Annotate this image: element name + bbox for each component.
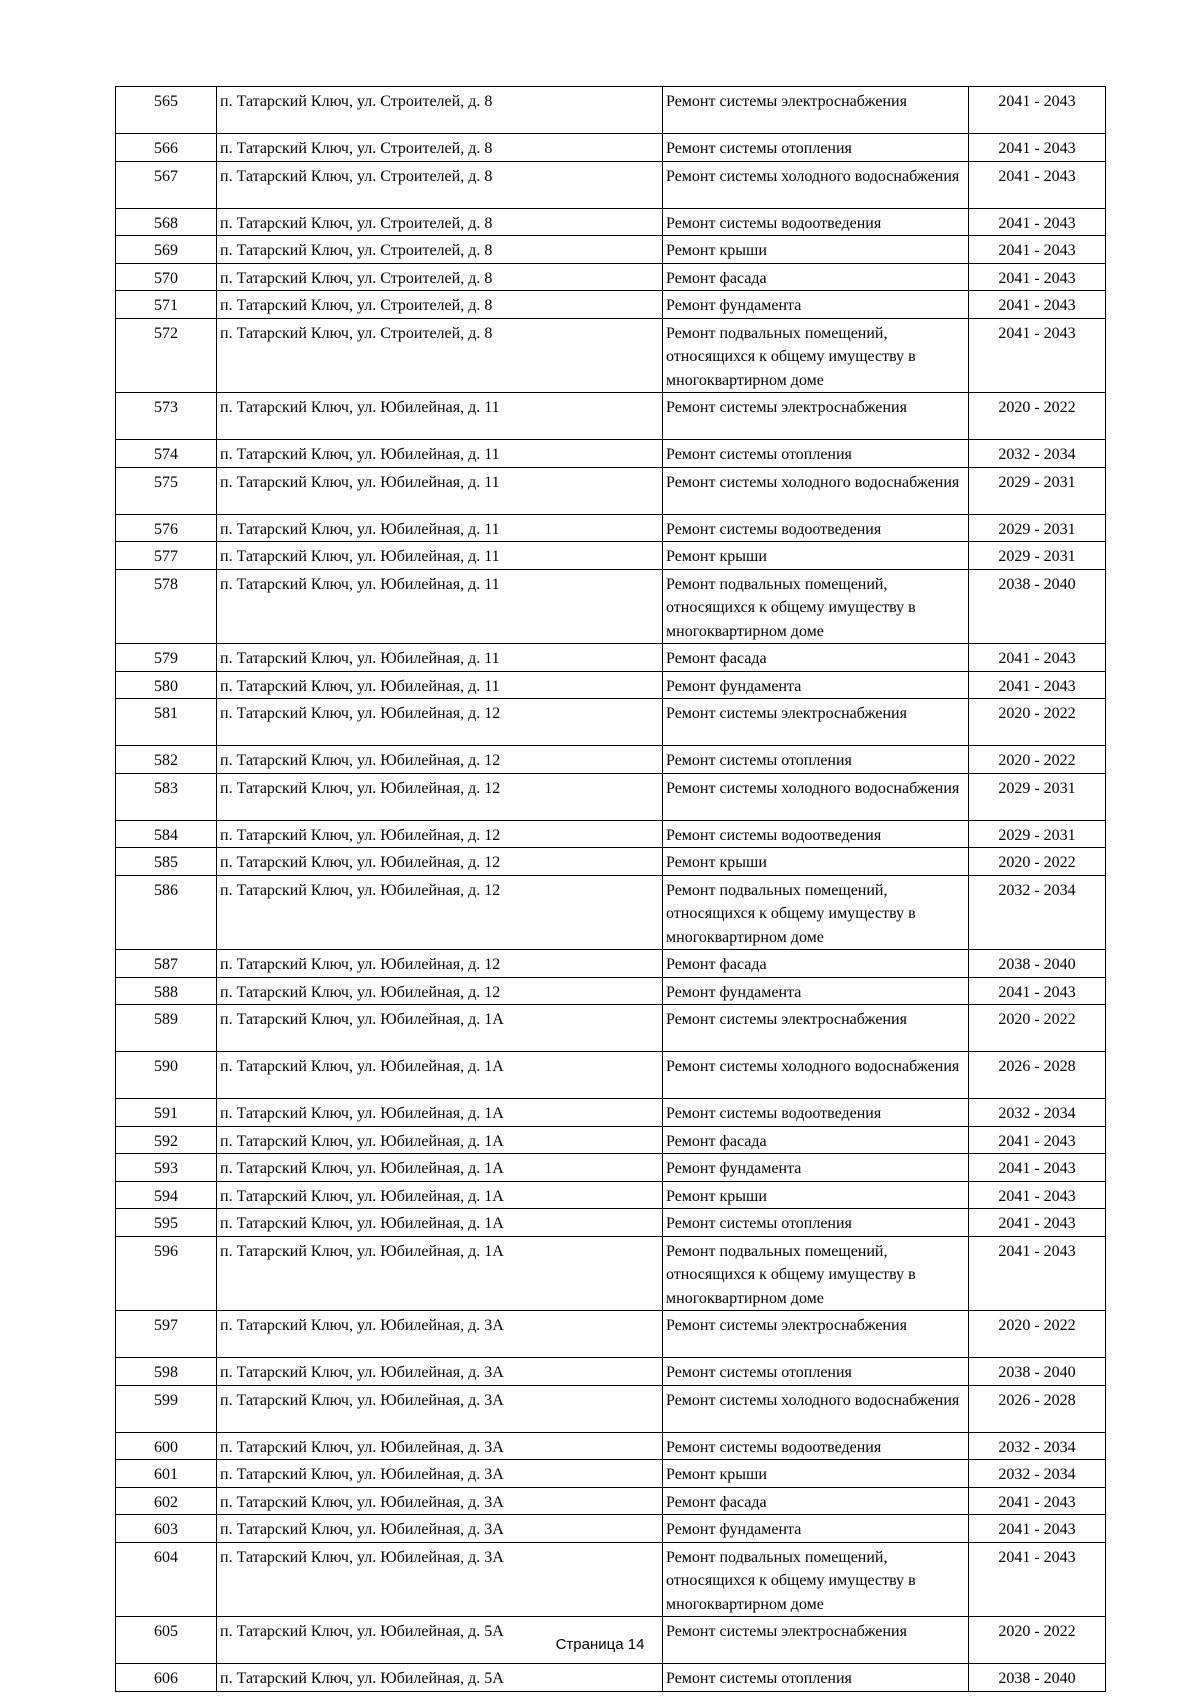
table-row [116, 671, 1106, 699]
table-row [116, 950, 1106, 978]
work-type-cell: Ремонт системы электроснабжения [663, 87, 969, 134]
row-number-cell: 590 [116, 1052, 217, 1099]
table-row [116, 1181, 1106, 1209]
address-cell: п. Татарский Ключ, ул. Юбилейная, д. 11 [217, 542, 663, 570]
work-type-cell: Ремонт системы отопления [663, 1209, 969, 1237]
work-type-cell: Ремонт системы водоотведения [663, 820, 969, 848]
address-cell: п. Татарский Ключ, ул. Юбилейная, д. 1А [217, 1126, 663, 1154]
address-cell: п. Татарский Ключ, ул. Строителей, д. 8 [217, 161, 663, 208]
row-number-cell: 605 [116, 1617, 217, 1664]
row-number-cell: 583 [116, 773, 217, 820]
row-number-cell: 588 [116, 977, 217, 1005]
work-type-cell: Ремонт системы отопления [663, 134, 969, 162]
period-cell: 2026 - 2028 [969, 1385, 1106, 1432]
address-cell: п. Татарский Ключ, ул. Строителей, д. 8 [217, 87, 663, 134]
row-number-cell: 577 [116, 542, 217, 570]
address-cell: п. Татарский Ключ, ул. Юбилейная, д. 11 [217, 671, 663, 699]
work-type-cell: Ремонт системы электроснабжения [663, 699, 969, 746]
row-number-cell: 579 [116, 644, 217, 672]
row-number-cell: 574 [116, 440, 217, 468]
work-type-cell: Ремонт подвальных помещений, относящихся к общему имуществу в многоквартирном доме [663, 1542, 969, 1617]
row-number-cell: 602 [116, 1487, 217, 1515]
period-cell: 2041 - 2043 [969, 1236, 1106, 1311]
row-number-cell: 565 [116, 87, 217, 134]
work-type-cell: Ремонт фасада [663, 1126, 969, 1154]
table-row [116, 1487, 1106, 1515]
address-cell: п. Татарский Ключ, ул. Юбилейная, д. 11 [217, 569, 663, 644]
address-cell: п. Татарский Ключ, ул. Строителей, д. 8 [217, 134, 663, 162]
address-cell: п. Татарский Ключ, ул. Строителей, д. 8 [217, 208, 663, 236]
period-cell: 2041 - 2043 [969, 1181, 1106, 1209]
row-number-cell: 569 [116, 236, 217, 264]
period-cell: 2041 - 2043 [969, 291, 1106, 319]
period-cell: 2020 - 2022 [969, 848, 1106, 876]
address-cell: п. Татарский Ключ, ул. Юбилейная, д. 12 [217, 773, 663, 820]
table-row [116, 1209, 1106, 1237]
row-number-cell: 598 [116, 1358, 217, 1386]
address-cell: п. Татарский Ключ, ул. Юбилейная, д. 1А [217, 1005, 663, 1052]
row-number-cell: 596 [116, 1236, 217, 1311]
work-type-cell: Ремонт системы водоотведения [663, 1432, 969, 1460]
address-cell: п. Татарский Ключ, ул. Юбилейная, д. 11 [217, 440, 663, 468]
work-type-cell: Ремонт системы отопления [663, 1664, 969, 1692]
period-cell: 2032 - 2034 [969, 1460, 1106, 1488]
row-number-cell: 599 [116, 1385, 217, 1432]
address-cell: п. Татарский Ключ, ул. Юбилейная, д. 5А [217, 1664, 663, 1692]
period-cell: 2041 - 2043 [969, 208, 1106, 236]
address-cell: п. Татарский Ключ, ул. Юбилейная, д. 1А [217, 1099, 663, 1127]
work-type-cell: Ремонт системы холодного водоснабжения [663, 467, 969, 514]
address-cell: п. Татарский Ключ, ул. Юбилейная, д. 11 [217, 514, 663, 542]
period-cell: 2032 - 2034 [969, 1099, 1106, 1127]
work-type-cell: Ремонт системы водоотведения [663, 208, 969, 236]
table-row [116, 87, 1106, 134]
row-number-cell: 593 [116, 1154, 217, 1182]
table-row [116, 773, 1106, 820]
period-cell: 2029 - 2031 [969, 467, 1106, 514]
period-cell: 2041 - 2043 [969, 1209, 1106, 1237]
work-type-cell: Ремонт фундамента [663, 1515, 969, 1543]
period-cell: 2020 - 2022 [969, 1311, 1106, 1358]
row-number-cell: 576 [116, 514, 217, 542]
row-number-cell: 601 [116, 1460, 217, 1488]
table-row [116, 514, 1106, 542]
table-row [116, 1460, 1106, 1488]
work-type-cell: Ремонт крыши [663, 1460, 969, 1488]
table-row [116, 848, 1106, 876]
table-row [116, 1099, 1106, 1127]
address-cell: п. Татарский Ключ, ул. Юбилейная, д. 11 [217, 644, 663, 672]
row-number-cell: 600 [116, 1432, 217, 1460]
table-row [116, 440, 1106, 468]
page-number: Страница 14 [555, 1636, 645, 1653]
address-cell: п. Татарский Ключ, ул. Юбилейная, д. 3А [217, 1460, 663, 1488]
table-row [116, 1358, 1106, 1386]
work-type-cell: Ремонт подвальных помещений, относящихся к общему имуществу в многоквартирном доме [663, 1236, 969, 1311]
row-number-cell: 589 [116, 1005, 217, 1052]
address-cell: п. Татарский Ключ, ул. Юбилейная, д. 11 [217, 393, 663, 440]
period-cell: 2041 - 2043 [969, 1126, 1106, 1154]
work-type-cell: Ремонт системы холодного водоснабжения [663, 1385, 969, 1432]
address-cell: п. Татарский Ключ, ул. Юбилейная, д. 3А [217, 1542, 663, 1617]
table-row [116, 161, 1106, 208]
row-number-cell: 585 [116, 848, 217, 876]
work-type-cell: Ремонт фасада [663, 263, 969, 291]
period-cell: 2032 - 2034 [969, 875, 1106, 950]
period-cell: 2020 - 2022 [969, 393, 1106, 440]
work-type-cell: Ремонт подвальных помещений, относящихся к общему имуществу в многоквартирном доме [663, 318, 969, 393]
work-type-cell: Ремонт крыши [663, 542, 969, 570]
period-cell: 2041 - 2043 [969, 644, 1106, 672]
work-type-cell: Ремонт системы водоотведения [663, 1099, 969, 1127]
work-type-cell: Ремонт системы отопления [663, 746, 969, 774]
work-type-cell: Ремонт фундамента [663, 1154, 969, 1182]
period-cell: 2041 - 2043 [969, 263, 1106, 291]
address-cell: п. Татарский Ключ, ул. Юбилейная, д. 3А [217, 1311, 663, 1358]
table-row [116, 977, 1106, 1005]
row-number-cell: 580 [116, 671, 217, 699]
address-cell: п. Татарский Ключ, ул. Строителей, д. 8 [217, 236, 663, 264]
period-cell: 2038 - 2040 [969, 950, 1106, 978]
period-cell: 2020 - 2022 [969, 1005, 1106, 1052]
work-type-cell: Ремонт системы отопления [663, 1358, 969, 1386]
row-number-cell: 594 [116, 1181, 217, 1209]
address-cell: п. Татарский Ключ, ул. Юбилейная, д. 1А [217, 1052, 663, 1099]
work-type-cell: Ремонт системы электроснабжения [663, 1617, 969, 1664]
row-number-cell: 597 [116, 1311, 217, 1358]
table-row [116, 393, 1106, 440]
work-type-cell: Ремонт подвальных помещений, относящихся к общему имуществу в многоквартирном доме [663, 875, 969, 950]
period-cell: 2041 - 2043 [969, 1542, 1106, 1617]
table-row [116, 1126, 1106, 1154]
address-cell: п. Татарский Ключ, ул. Юбилейная, д. 1А [217, 1181, 663, 1209]
table-row [116, 1542, 1106, 1617]
table-row [116, 208, 1106, 236]
work-type-cell: Ремонт фасада [663, 1487, 969, 1515]
address-cell: п. Татарский Ключ, ул. Юбилейная, д. 5А [217, 1617, 663, 1664]
address-cell: п. Татарский Ключ, ул. Юбилейная, д. 3А [217, 1358, 663, 1386]
address-cell: п. Татарский Ключ, ул. Юбилейная, д. 3А [217, 1515, 663, 1543]
address-cell: п. Татарский Ключ, ул. Юбилейная, д. 12 [217, 746, 663, 774]
period-cell: 2020 - 2022 [969, 746, 1106, 774]
work-type-cell: Ремонт крыши [663, 236, 969, 264]
table-row [116, 134, 1106, 162]
address-cell: п. Татарский Ключ, ул. Юбилейная, д. 11 [217, 467, 663, 514]
table-row [116, 263, 1106, 291]
table-row [116, 820, 1106, 848]
period-cell: 2038 - 2040 [969, 1358, 1106, 1386]
work-type-cell: Ремонт крыши [663, 848, 969, 876]
period-cell: 2041 - 2043 [969, 977, 1106, 1005]
address-cell: п. Татарский Ключ, ул. Юбилейная, д. 12 [217, 848, 663, 876]
row-number-cell: 570 [116, 263, 217, 291]
row-number-cell: 584 [116, 820, 217, 848]
table-row [116, 1005, 1106, 1052]
work-type-cell: Ремонт системы холодного водоснабжения [663, 773, 969, 820]
table-row [116, 1664, 1106, 1692]
row-number-cell: 591 [116, 1099, 217, 1127]
address-cell: п. Татарский Ключ, ул. Юбилейная, д. 1А [217, 1236, 663, 1311]
work-type-cell: Ремонт системы отопления [663, 440, 969, 468]
table-row [116, 467, 1106, 514]
row-number-cell: 581 [116, 699, 217, 746]
row-number-cell: 568 [116, 208, 217, 236]
address-cell: п. Татарский Ключ, ул. Юбилейная, д. 12 [217, 875, 663, 950]
row-number-cell: 595 [116, 1209, 217, 1237]
table-row [116, 1236, 1106, 1311]
work-type-cell: Ремонт системы электроснабжения [663, 1005, 969, 1052]
address-cell: п. Татарский Ключ, ул. Юбилейная, д. 12 [217, 950, 663, 978]
work-type-cell: Ремонт системы холодного водоснабжения [663, 161, 969, 208]
table-row [116, 875, 1106, 950]
row-number-cell: 572 [116, 318, 217, 393]
work-type-cell: Ремонт системы холодного водоснабжения [663, 1052, 969, 1099]
table-row [116, 746, 1106, 774]
address-cell: п. Татарский Ключ, ул. Юбилейная, д. 3А [217, 1487, 663, 1515]
work-type-cell: Ремонт фасада [663, 950, 969, 978]
address-cell: п. Татарский Ключ, ул. Юбилейная, д. 1А [217, 1154, 663, 1182]
work-type-cell: Ремонт системы электроснабжения [663, 1311, 969, 1358]
period-cell: 2020 - 2022 [969, 699, 1106, 746]
table-row [116, 1515, 1106, 1543]
work-type-cell: Ремонт системы водоотведения [663, 514, 969, 542]
table-row [116, 1311, 1106, 1358]
work-type-cell: Ремонт фундамента [663, 977, 969, 1005]
period-cell: 2041 - 2043 [969, 134, 1106, 162]
work-schedule-table [115, 86, 1106, 1692]
address-cell: п. Татарский Ключ, ул. Строителей, д. 8 [217, 291, 663, 319]
period-cell: 2032 - 2034 [969, 1432, 1106, 1460]
period-cell: 2020 - 2022 [969, 1617, 1106, 1664]
period-cell: 2029 - 2031 [969, 514, 1106, 542]
address-cell: п. Татарский Ключ, ул. Юбилейная, д. 12 [217, 820, 663, 848]
row-number-cell: 575 [116, 467, 217, 514]
row-number-cell: 587 [116, 950, 217, 978]
work-type-cell: Ремонт подвальных помещений, относящихся к общему имуществу в многоквартирном доме [663, 569, 969, 644]
table-row [116, 644, 1106, 672]
table-row [116, 1154, 1106, 1182]
address-cell: п. Татарский Ключ, ул. Юбилейная, д. 1А [217, 1209, 663, 1237]
row-number-cell: 604 [116, 1542, 217, 1617]
row-number-cell: 566 [116, 134, 217, 162]
row-number-cell: 578 [116, 569, 217, 644]
table-row [116, 318, 1106, 393]
table-row [116, 1052, 1106, 1099]
table-row [116, 1385, 1106, 1432]
address-cell: п. Татарский Ключ, ул. Строителей, д. 8 [217, 263, 663, 291]
work-type-cell: Ремонт системы электроснабжения [663, 393, 969, 440]
table-row [116, 236, 1106, 264]
address-cell: п. Татарский Ключ, ул. Строителей, д. 8 [217, 318, 663, 393]
period-cell: 2041 - 2043 [969, 1515, 1106, 1543]
row-number-cell: 586 [116, 875, 217, 950]
period-cell: 2038 - 2040 [969, 569, 1106, 644]
period-cell: 2041 - 2043 [969, 161, 1106, 208]
table-row [116, 699, 1106, 746]
period-cell: 2038 - 2040 [969, 1664, 1106, 1692]
address-cell: п. Татарский Ключ, ул. Юбилейная, д. 12 [217, 699, 663, 746]
work-type-cell: Ремонт фундамента [663, 671, 969, 699]
row-number-cell: 603 [116, 1515, 217, 1543]
row-number-cell: 567 [116, 161, 217, 208]
table-row [116, 1432, 1106, 1460]
address-cell: п. Татарский Ключ, ул. Юбилейная, д. 12 [217, 977, 663, 1005]
table-row [116, 569, 1106, 644]
period-cell: 2041 - 2043 [969, 318, 1106, 393]
period-cell: 2029 - 2031 [969, 773, 1106, 820]
table-body [116, 87, 1106, 1692]
row-number-cell: 592 [116, 1126, 217, 1154]
row-number-cell: 606 [116, 1664, 217, 1692]
work-type-cell: Ремонт фасада [663, 644, 969, 672]
work-type-cell: Ремонт фундамента [663, 291, 969, 319]
period-cell: 2041 - 2043 [969, 236, 1106, 264]
period-cell: 2032 - 2034 [969, 440, 1106, 468]
period-cell: 2029 - 2031 [969, 820, 1106, 848]
table-row [116, 542, 1106, 570]
period-cell: 2026 - 2028 [969, 1052, 1106, 1099]
period-cell: 2041 - 2043 [969, 1154, 1106, 1182]
period-cell: 2041 - 2043 [969, 87, 1106, 134]
work-type-cell: Ремонт крыши [663, 1181, 969, 1209]
row-number-cell: 582 [116, 746, 217, 774]
table-row [116, 291, 1106, 319]
address-cell: п. Татарский Ключ, ул. Юбилейная, д. 3А [217, 1432, 663, 1460]
address-cell: п. Татарский Ключ, ул. Юбилейная, д. 3А [217, 1385, 663, 1432]
period-cell: 2041 - 2043 [969, 671, 1106, 699]
row-number-cell: 571 [116, 291, 217, 319]
period-cell: 2029 - 2031 [969, 542, 1106, 570]
row-number-cell: 573 [116, 393, 217, 440]
period-cell: 2041 - 2043 [969, 1487, 1106, 1515]
